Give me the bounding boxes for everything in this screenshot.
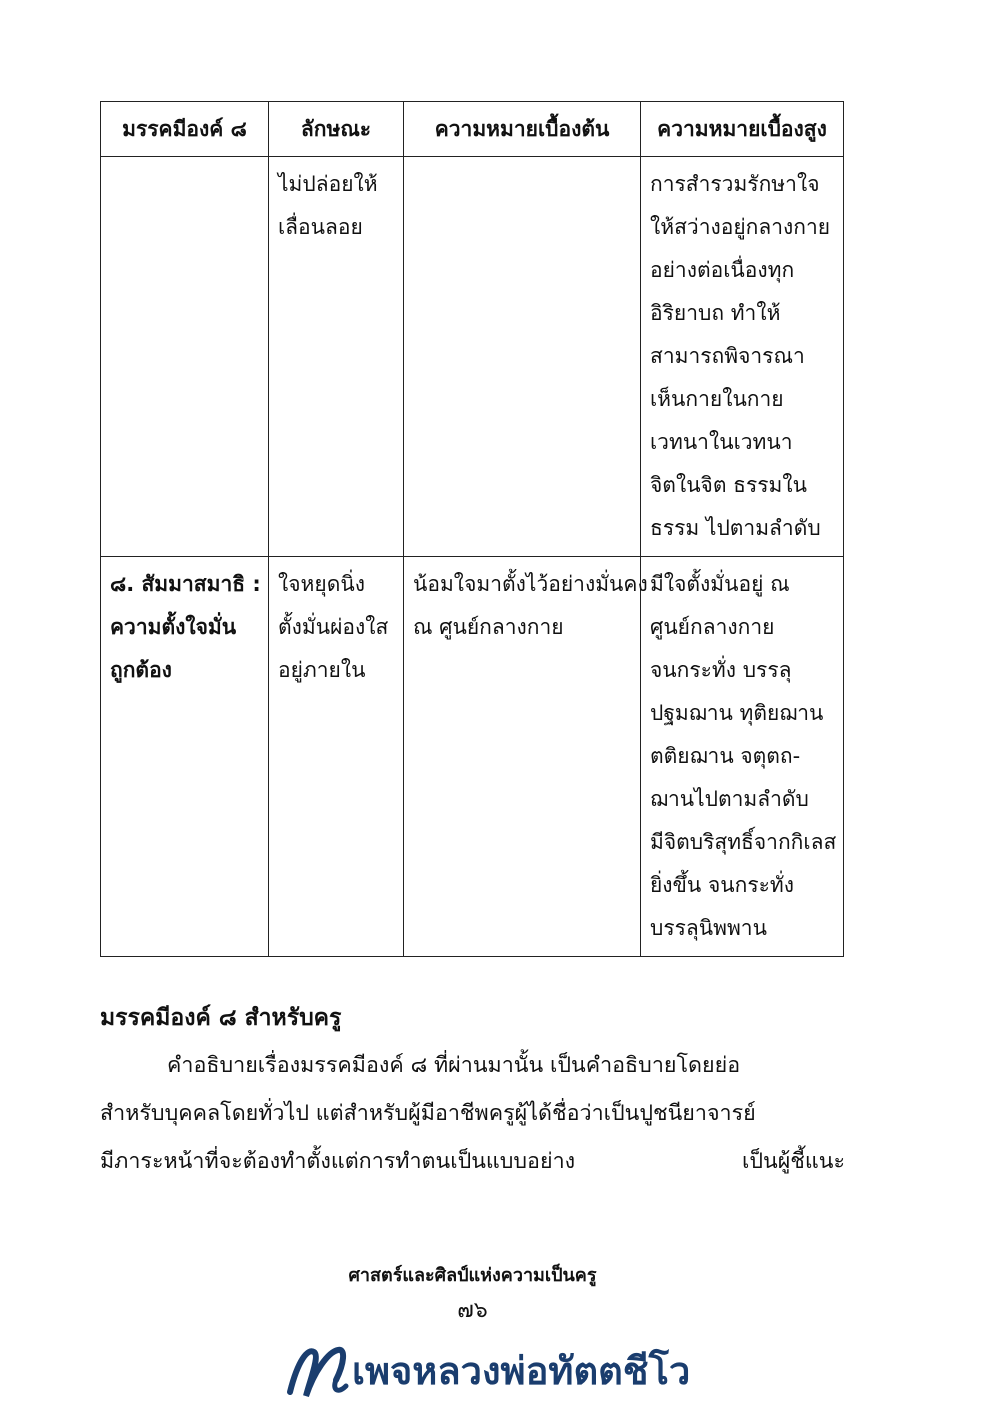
cell-line: เห็นกายในกาย	[650, 387, 784, 411]
cell-line: เลื่อนลอย	[278, 215, 363, 239]
table-row	[101, 157, 844, 557]
section-paragraph	[100, 1042, 845, 1186]
table-row	[101, 557, 844, 957]
paragraph-line: คำอธิบายเรื่องมรรคมีองค์ ๘ ที่ผ่านมานั้น เป็นคำอธิบายโดยย่อ	[167, 1053, 741, 1078]
header-advanced-meaning: ความหมายเบื้องสูง	[641, 102, 844, 157]
cell-line: น้อมใจมาตั้งไว้อย่างมั่นคง	[413, 572, 648, 596]
logo-mark-icon	[280, 1330, 360, 1410]
cell-line: จิตในจิต ธรรมใน	[650, 473, 807, 497]
cell-line: ปฐมฌาน ทุติยฌาน	[650, 701, 824, 725]
cell-line: ตั้งมั่นผ่องใส	[278, 615, 389, 639]
paragraph-line	[100, 1138, 845, 1186]
cell-line: เวทนาในเวทนา	[650, 430, 793, 454]
cell-line: ยิ่งขึ้น จนกระทั่ง	[650, 873, 794, 897]
cell-line: การสำรวมรักษาใจ	[650, 172, 820, 196]
logo-text: เพจหลวงพ่อทัตตชีโว	[352, 1348, 691, 1393]
table-cell	[269, 157, 404, 557]
cell-line: บรรลุนิพพาน	[650, 916, 767, 940]
table-cell	[269, 557, 404, 957]
page-logo	[280, 1330, 740, 1410]
table-cell	[404, 557, 648, 957]
book-title: ศาสตร์และศิลป์แห่งความเป็นครู	[348, 1265, 597, 1286]
cell-line: สามารถพิจารณา	[650, 344, 805, 368]
cell-line: ธรรม ไปตามลำดับ	[650, 516, 821, 540]
cell-line: ให้สว่างอยู่กลางกาย	[650, 215, 831, 239]
cell-line: ความตั้งใจมั่น	[110, 615, 237, 639]
table-cell	[101, 157, 269, 557]
paragraph-line: สำหรับบุคคลโดยทั่วไป แต่สำหรับผู้มีอาชีพครูผู้ได้ชื่อว่าเป็นปูชนียาจารย์	[100, 1101, 756, 1126]
table-cell	[101, 557, 269, 957]
header-path-factor: มรรคมีองค์ ๘	[101, 102, 269, 157]
cell-line: อิริยาบถ ทำให้	[650, 301, 781, 325]
cell-line: ๘. สัมมาสมาธิ :	[110, 572, 261, 596]
magga-table	[100, 101, 844, 957]
page-number: ๗๖	[457, 1298, 488, 1323]
section-heading: มรรคมีองค์ ๘ สำหรับครู	[100, 1005, 342, 1031]
header-basic-meaning: ความหมายเบื้องต้น	[404, 102, 641, 157]
paragraph-line-start: มีภาระหน้าที่จะต้องทำตั้งแต่การทำตนเป็นแบบอย่าง	[100, 1149, 576, 1174]
cell-line: มีใจตั้งมั่นอยู่ ณ	[650, 572, 790, 596]
cell-line: ณ ศูนย์กลางกาย	[413, 615, 564, 639]
cell-line: ไม่ปล่อยให้	[278, 172, 378, 196]
table-cell	[641, 557, 844, 957]
cell-line: ฌานไปตามลำดับ	[650, 787, 809, 811]
cell-line: อยู่ภายใน	[278, 658, 366, 682]
table-cell	[404, 157, 641, 557]
cell-line: จนกระทั่ง บรรลุ	[650, 658, 792, 682]
cell-line: ศูนย์กลางกาย	[650, 615, 775, 639]
cell-line: ตติยฌาน จตุตถ-	[650, 744, 801, 768]
cell-line: มีจิตบริสุทธิ์จากกิเลส	[650, 830, 837, 854]
table-header-row	[101, 102, 844, 157]
header-characteristic: ลักษณะ	[269, 102, 404, 157]
cell-line: ถูกต้อง	[110, 658, 172, 682]
paragraph-line-end: เป็นผู้ชี้แนะ	[742, 1149, 845, 1174]
cell-line: ใจหยุดนิ่ง	[278, 572, 365, 596]
table-cell	[641, 157, 844, 557]
cell-line: อย่างต่อเนื่องทุก	[650, 258, 795, 282]
